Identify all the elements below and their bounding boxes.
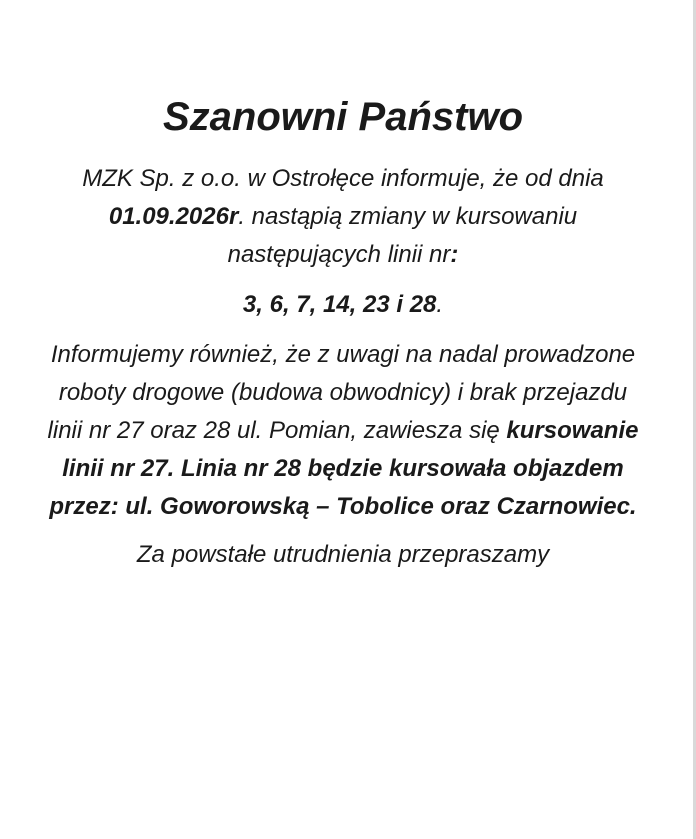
affected-lines-dot: .	[436, 291, 444, 318]
notice	[40, 92, 646, 574]
affected-lines	[40, 286, 646, 324]
notice-title: Szanowni Państwo	[162, 95, 524, 139]
intro-paragraph	[40, 160, 646, 274]
info-text: Informujemy również, że z uwagi na nadal prowadzone roboty drogowe (budowa obwodnicy) i brak przejazdu linii nr 27 oraz 28 ul. Pomian, zawiesza się	[47, 341, 636, 444]
affected-lines-numbers: 3, 6, 7, 14, 23 i 28	[242, 291, 437, 318]
intro-text-end: . nastąpią zmiany w kursowaniu następujących linii nr	[227, 203, 578, 268]
info-bold-text: kursowanie linii nr 27. Linia nr 28 będzie kursowała objazdem przez: ul. Goworowską – Tobolice oraz Czarnowiec.	[49, 417, 639, 520]
info-paragraph	[40, 336, 646, 526]
intro-text-start: MZK Sp. z o.o. w Ostrołęce informuje, że od dnia	[82, 165, 604, 192]
closing-apology: Za powstałe utrudnienia przepraszamy	[136, 541, 550, 568]
effective-date: 01.09.2026r	[108, 203, 239, 230]
intro-colon: :	[450, 241, 459, 268]
